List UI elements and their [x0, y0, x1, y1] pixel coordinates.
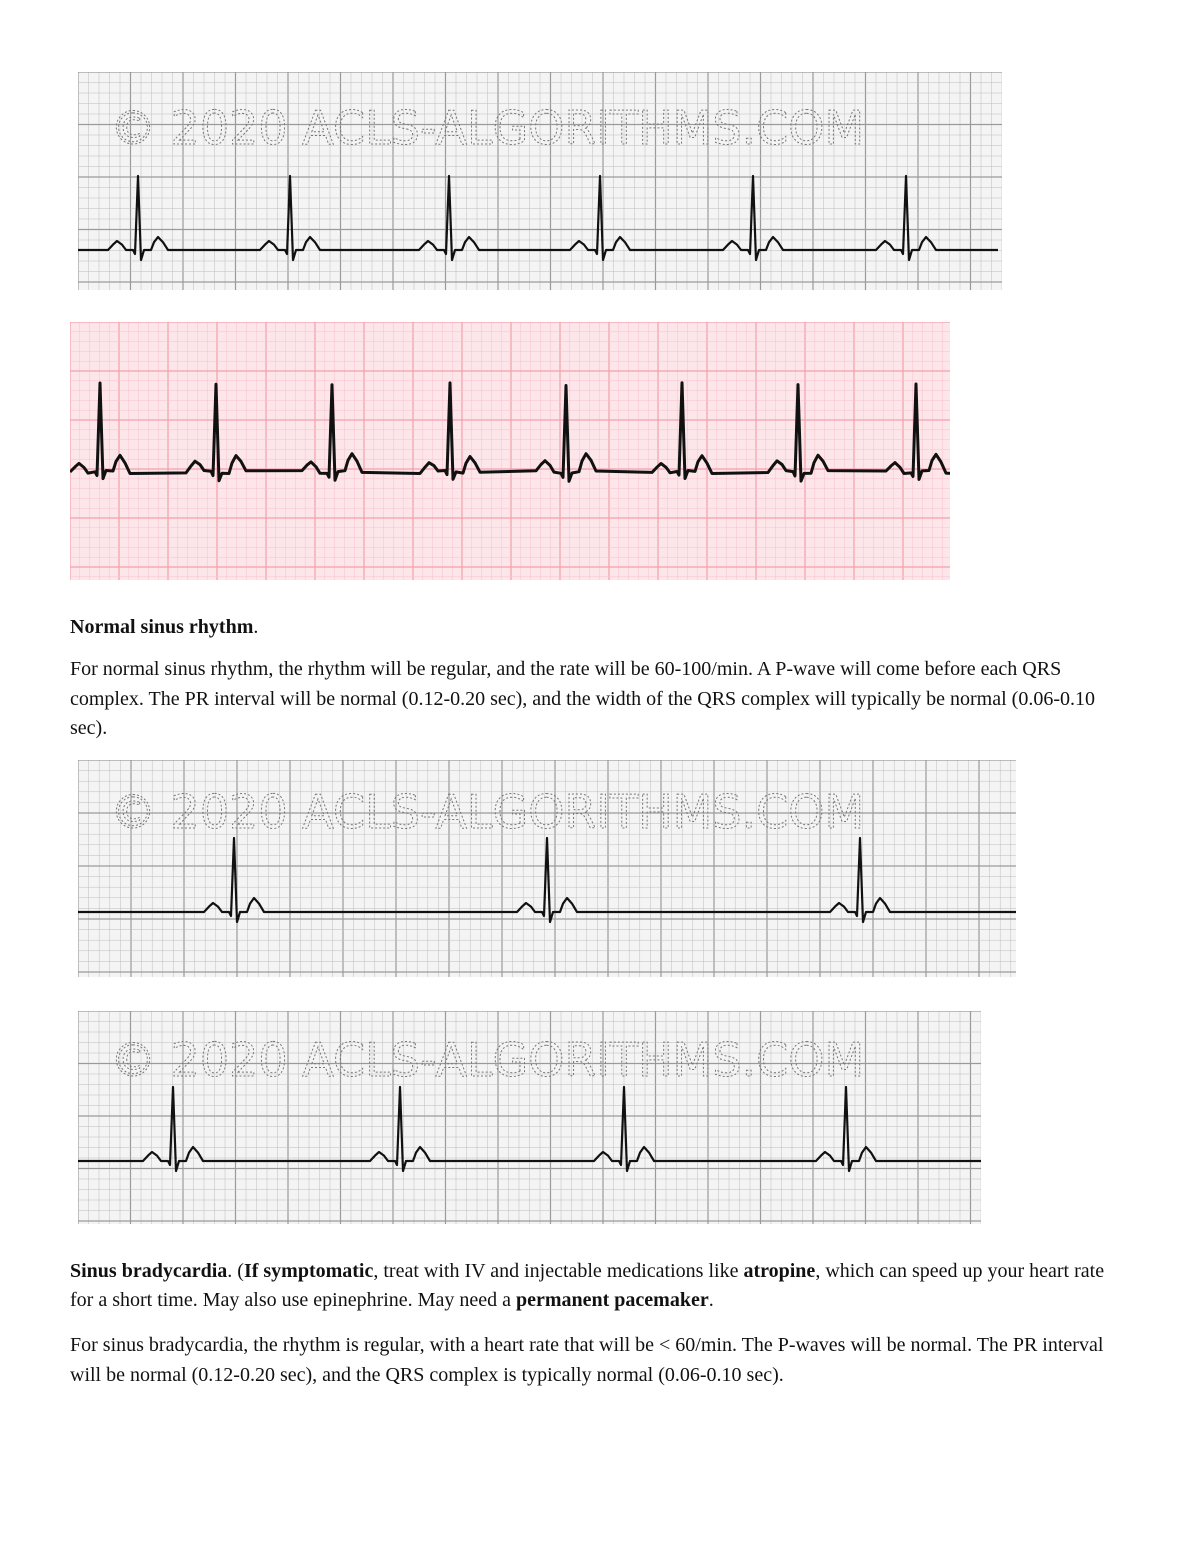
ecg-strip-3 [78, 760, 1016, 977]
section-heading-bradycardia: Sinus bradycardia [70, 1260, 228, 1282]
ecg-strip-1-graphic [78, 72, 1002, 290]
ecg-watermark: © 2020 ACLS-ALGORITHMS.COM [110, 101, 865, 155]
sinus-bradycardia-intro: Sinus bradycardia. (If symptomatic, treat with IV and injectable medications like atropine, which can speed up your heart rate for a short time. May also use epinephrine. May need a permanent pacemaker. [70, 1260, 1105, 1311]
ecg-strip-2-graphic [70, 322, 950, 580]
ecg-strip-1 [78, 72, 1002, 290]
ecg-paper [70, 322, 950, 580]
ecg-strip-2 [70, 322, 950, 580]
sinus-bradycardia-description: For sinus bradycardia, the rhythm is regular, with a heart rate that will be < 60/min. The P-waves will be normal. The PR interval will be normal (0.12-0.20 sec), and the QRS complex is typically normal (0.06-0.10 sec). [70, 1334, 1104, 1386]
ecg-strip-4 [78, 1011, 981, 1224]
ecg-strip-3-graphic [78, 760, 1016, 977]
section-heading-normal-sinus: Normal sinus rhythm. [70, 616, 259, 638]
ecg-strip-4-graphic [78, 1011, 981, 1224]
ecg-watermark: © 2020 ACLS-ALGORITHMS.COM [110, 785, 865, 839]
normal-sinus-description: For normal sinus rhythm, the rhythm will be regular, and the rate will be 60-100/min. A P-wave will come before each QRS complex. The PR interval will be normal (0.12-0.20 sec), and the width of the QRS complex will typically be normal (0.06-0.10 sec). [70, 658, 1095, 739]
ecg-watermark: © 2020 ACLS-ALGORITHMS.COM [110, 1033, 865, 1087]
